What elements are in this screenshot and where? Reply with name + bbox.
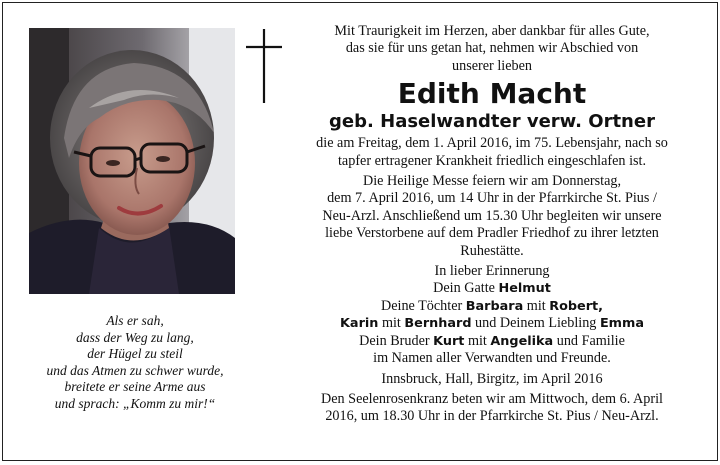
intro-line: das sie für uns getan hat, nehmen wir Abschied von [345, 40, 639, 57]
death-notice [281, 135, 703, 170]
service-line: Neu-Arzl. Anschließend um 15.30 Uhr begleiten wir unsere [322, 207, 662, 224]
poem-line: und das Atmen zu schwer wurde, [46, 362, 224, 378]
poem-line: breitete er seine Arme aus [64, 379, 206, 395]
rosary-info [281, 391, 703, 426]
mourner-line: Dein Gatte Helmut [433, 280, 551, 297]
poem [27, 313, 243, 413]
rosary-line: Den Seelenrosenkranz beten wir am Mittwoch, dem 6. April [321, 390, 663, 407]
obituary-card [2, 2, 718, 461]
cross-icon [244, 29, 284, 103]
service-info [281, 173, 703, 260]
death-notice-line: die am Freitag, dem 1. April 2016, im 75. Lebensjahr, nach so [316, 135, 668, 152]
poem-line: und sprach: „Komm zu mir!“ [54, 395, 216, 411]
mourner-line: Dein Bruder Kurt mit Angelika und Familie [359, 332, 625, 349]
service-line: Die Heilige Messe feiern wir am Donnerstag, [362, 173, 622, 190]
rosary-line: 2016, um 18.30 Uhr in der Pfarrkirche St. Pius / Neu-Arzl. [325, 408, 659, 425]
mourner-line: Karin mit Bernhard und Deinem Liebling Emma [340, 315, 644, 332]
service-line: dem 7. April 2016, um 14 Uhr in der Pfarrkirche St. Pius / [327, 190, 657, 207]
portrait-photo [29, 28, 235, 294]
intro-line: unserer lieben [452, 57, 532, 74]
mourners [281, 280, 703, 367]
poem-line: dass der Weg zu lang, [76, 329, 194, 345]
death-notice-line: tapfer ertragener Krankheit friedlich eingeschlafen ist. [337, 152, 647, 169]
deceased-name: Edith Macht [397, 77, 587, 111]
memory-heading: In lieber Erinnerung [434, 263, 550, 280]
intro-line: Mit Traurigkeit im Herzen, aber dankbar für alles Gute, [334, 23, 650, 39]
obituary-text [281, 23, 703, 426]
place-date: Innsbruck, Hall, Birgitz, im April 2016 [381, 370, 603, 387]
portrait-illustration [29, 28, 235, 294]
mourner-line: im Namen aller Verwandten und Freunde. [373, 350, 611, 367]
service-line: Ruhestätte. [460, 242, 524, 259]
poem-line: der Hügel zu steil [87, 346, 183, 362]
mourner-line: Deine Töchter Barbara mit Robert, [380, 297, 604, 314]
poem-line: Als er sah, [106, 313, 164, 328]
deceased-birth-names: geb. Haselwandter verw. Ortner [329, 111, 655, 133]
service-line: liebe Verstorbene auf dem Pradler Friedhof zu ihrer letzten [325, 225, 659, 242]
intro [281, 23, 703, 75]
